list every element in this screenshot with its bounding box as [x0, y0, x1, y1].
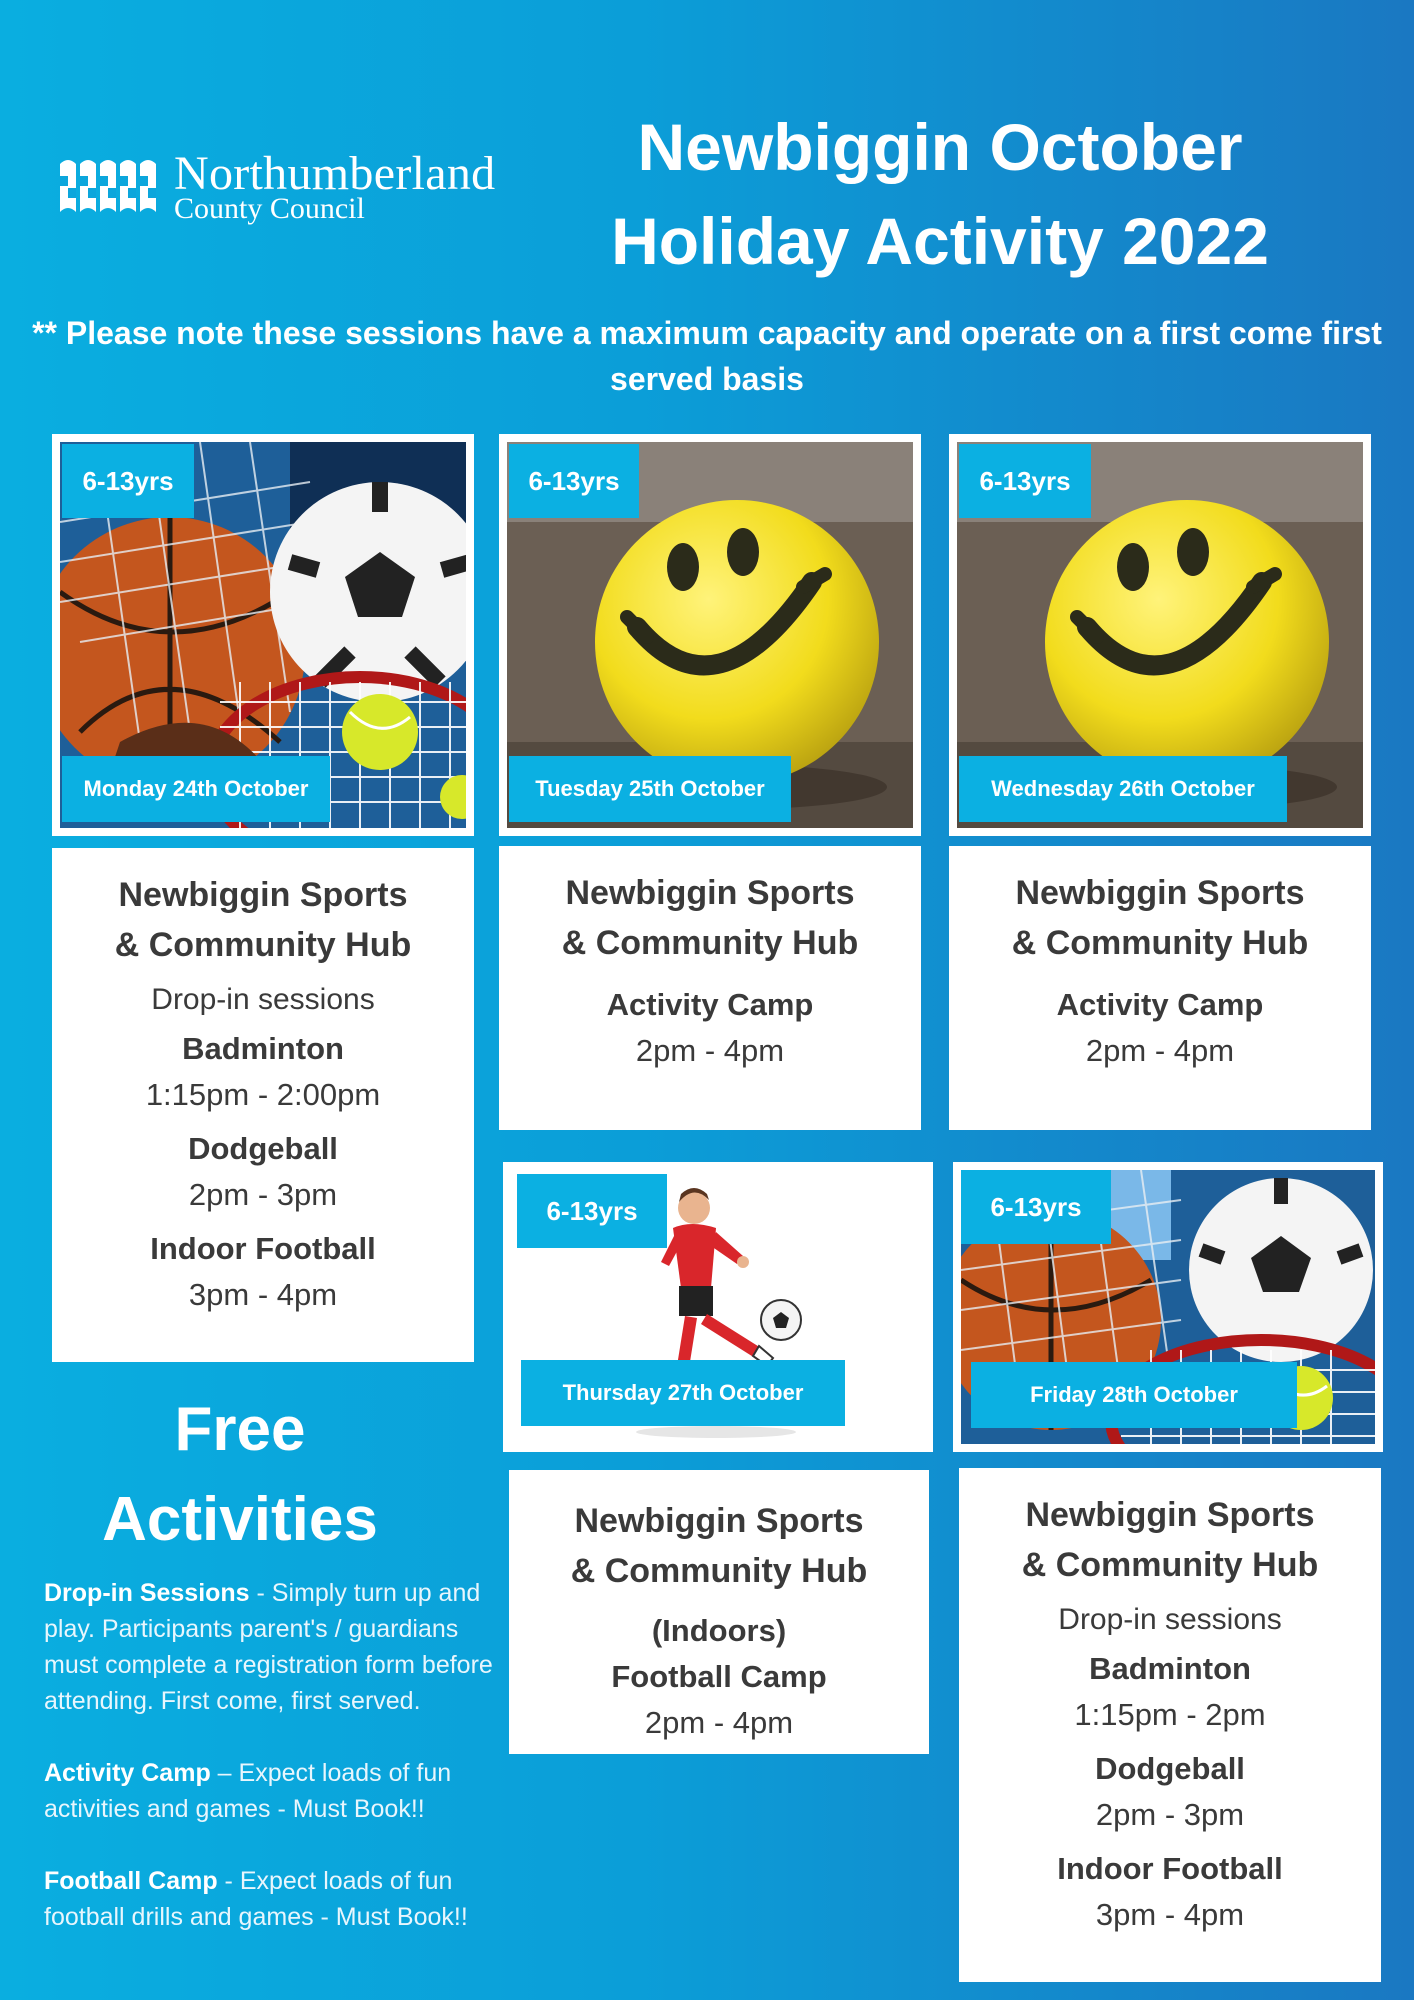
activity-name: Badminton: [1089, 1651, 1251, 1686]
activity-name: Indoor Football: [150, 1231, 376, 1266]
activity-time: 3pm - 4pm: [188, 1277, 338, 1312]
wednesday-photo-card: [949, 434, 1371, 836]
date-badge: Wednesday 26th October: [959, 756, 1287, 822]
activity-name: Badminton: [182, 1031, 344, 1066]
venue-name-line1: Newbiggin Sports: [1025, 1496, 1315, 1534]
description-term: Activity Camp: [44, 1759, 211, 1787]
description-term: Drop-in Sessions: [44, 1579, 250, 1607]
activity-name: Football Camp: [611, 1659, 827, 1694]
activity-time: 2pm - 4pm: [635, 1033, 785, 1068]
capacity-notice: ** Please note these sessions have a maximum capacity and operate on a first come first served basis: [32, 315, 1382, 397]
date-badge: Monday 24th October: [62, 756, 330, 822]
free-activities-heading-line2: Activities: [102, 1485, 378, 1554]
monday-info-card: [52, 848, 474, 1362]
venue-name-line1: Newbiggin Sports: [574, 1502, 864, 1540]
description-item: [44, 1575, 504, 1719]
thursday-photo-card: [503, 1162, 933, 1452]
age-badge: 6-13yrs: [959, 444, 1091, 518]
activity-name: Activity Camp: [1056, 987, 1264, 1022]
venue-name-line2: & Community Hub: [561, 924, 859, 962]
friday-info-card: [959, 1468, 1381, 1982]
activity-time: 2pm - 3pm: [1095, 1797, 1245, 1832]
monday-photo-card: [52, 434, 474, 836]
activity-name: Activity Camp: [606, 987, 814, 1022]
activity-time: 3pm - 4pm: [1095, 1897, 1245, 1932]
description-item: [44, 1863, 504, 1935]
venue-name-line2: & Community Hub: [570, 1552, 868, 1590]
description-term: Football Camp: [44, 1867, 218, 1895]
venue-name-line2: & Community Hub: [1021, 1546, 1319, 1584]
activity-location: (Indoors): [651, 1613, 787, 1648]
age-badge: 6-13yrs: [961, 1170, 1111, 1244]
session-type: Drop-in sessions: [1058, 1603, 1282, 1636]
page-title-line2: Holiday Activity 2022: [611, 204, 1269, 278]
free-activities-heading: [40, 1385, 440, 1565]
date-badge: Friday 28th October: [971, 1362, 1297, 1428]
venue-name-line2: & Community Hub: [1011, 924, 1309, 962]
description-text: - Expect loads of fun football drills and games - Must Book!!: [44, 1867, 468, 1931]
activity-descriptions: [44, 1575, 504, 1971]
date-badge: Tuesday 25th October: [509, 756, 791, 822]
activity-name: Indoor Football: [1057, 1851, 1283, 1886]
venue-name-line1: Newbiggin Sports: [1015, 874, 1305, 912]
date-badge: Thursday 27th October: [521, 1360, 845, 1426]
thursday-info-card: [509, 1470, 929, 1754]
activity-time: 2pm - 4pm: [1085, 1033, 1235, 1068]
activity-name: Dodgeball: [1095, 1751, 1245, 1786]
activity-time: 1:15pm - 2pm: [1074, 1697, 1266, 1732]
activity-time: 1:15pm - 2:00pm: [145, 1077, 381, 1112]
description-text: – Expect loads of fun activities and games - Must Book!!: [44, 1759, 452, 1823]
friday-photo-card: [953, 1162, 1383, 1452]
council-logo-mark-icon: [58, 154, 160, 218]
description-item: [44, 1755, 504, 1827]
age-badge: 6-13yrs: [62, 444, 194, 518]
age-badge: 6-13yrs: [509, 444, 639, 518]
tuesday-photo-card: [499, 434, 921, 836]
page-title-line1: Newbiggin October: [637, 110, 1243, 184]
free-activities-heading-line1: Free: [174, 1395, 306, 1464]
wednesday-info-card: [949, 846, 1371, 1130]
description-text: - Simply turn up and play. Participants parent's / guardians must complete a registration form before attending. First come, first served.: [44, 1579, 493, 1715]
activity-time: 2pm - 4pm: [644, 1705, 794, 1740]
venue-name-line1: Newbiggin Sports: [118, 876, 408, 914]
council-logo: [58, 148, 538, 228]
activity-name: Dodgeball: [188, 1131, 338, 1166]
age-badge: 6-13yrs: [517, 1174, 667, 1248]
activity-time: 2pm - 3pm: [188, 1177, 338, 1212]
venue-name-line2: & Community Hub: [114, 926, 412, 964]
session-type: Drop-in sessions: [151, 983, 375, 1016]
page-title: [560, 100, 1320, 288]
tuesday-info-card: [499, 846, 921, 1130]
logo-name: Northumberland: [174, 147, 496, 200]
logo-subname: County Council: [174, 192, 365, 225]
venue-name-line1: Newbiggin Sports: [565, 874, 855, 912]
